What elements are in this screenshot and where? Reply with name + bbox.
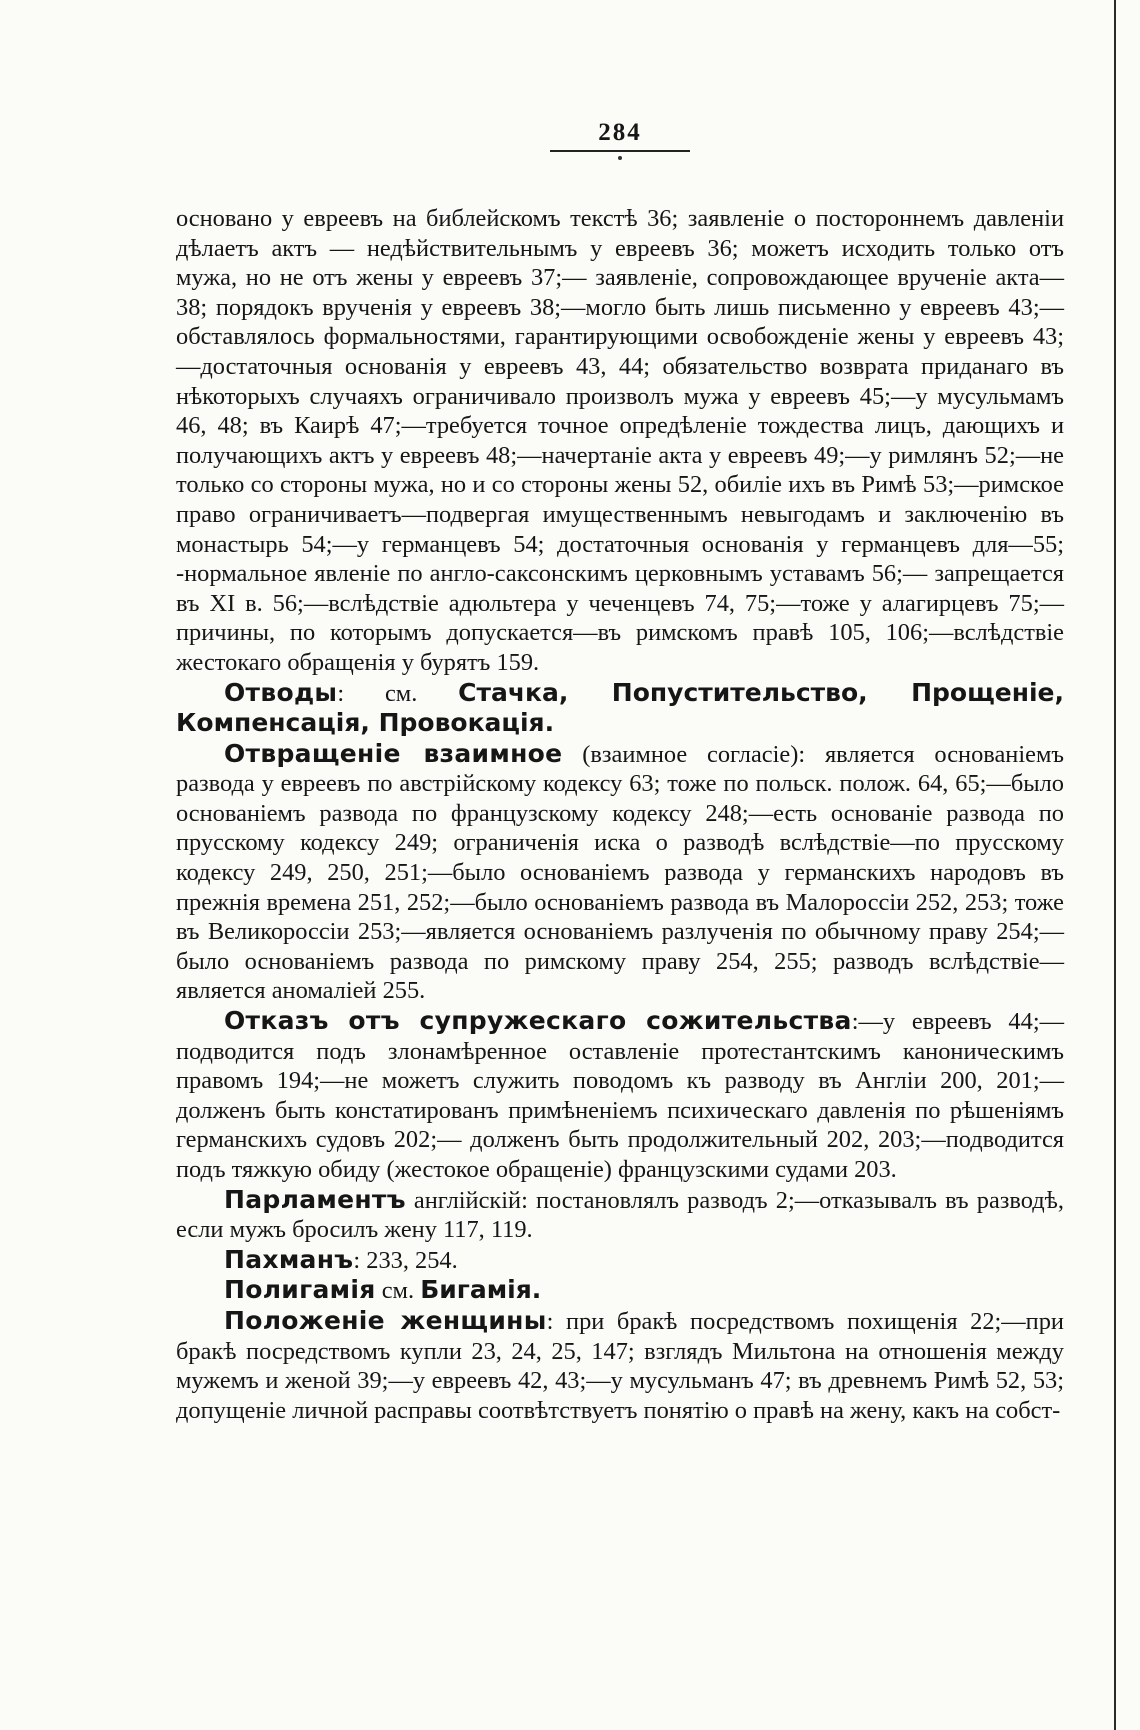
entry-term: Парламентъ [224,1184,406,1214]
entry-see-also: см. [375,1277,421,1305]
entry-term: Положеніе женщины [224,1305,547,1335]
entry-cross-references: Стачка, Попустительство, Прощеніе, Компенсація, Провокація. [176,677,1064,738]
index-entry-poligamiya [176,1275,1064,1306]
entry-see-also: : см. [337,679,459,707]
page-number: 284 [598,119,642,146]
entry-term: Пахманъ [224,1244,354,1274]
entry-text: основано у евреевъ на библейскомъ текстѣ 36; заявленіе о постороннемъ давленіи дѣлаетъ актъ — недѣйствительнымъ у евреевъ 36; можетъ исходить только отъ мужа, но не отъ жены у евреевъ 37;— заявленіе, сопровождающее врученіе акта—38; порядокъ врученія у евреевъ 38;—могло быть лишь письменно у евреевъ 43;—обставлялось формальностями, гарантирующими освобожденіе жены у евреевъ 43;—достаточныя основанія у евреевъ 43, 44; обязательство возврата приданаго въ нѣкоторыхъ случаяхъ ограничивало произволъ мужа у евреевъ 45;—у мусульмамъ 46, 48; въ Каирѣ 47;—требуется точное опредѣленіе тождества лицъ, дающихъ и получающихъ актъ у евреевъ 48;—начертаніе акта у евреевъ 49;—у римлянъ 52;—не только со стороны мужа, но и со стороны жены 52, обиліе ихъ въ Римѣ 53;—римское право ограничиваетъ—подвергая имущественнымъ невыгодамъ и заключенію въ монастырь 54;—у германцевъ 54; достаточныя основанія у германцевъ для—55; -нормальное явленіе по англо-саксонскимъ церковнымъ уставамъ 56;— запрещается въ XI в. 56;—вслѣдствіе адюльтера у чеченцевъ 74, 75;—тоже у алагирцевъ 75;—причины, по которымъ допускается—въ римскомъ правѣ 105, 106;—вслѣдствіе жестокаго обращенія у бурятъ 159. [176,205,1064,676]
index-entry-parlament [176,1185,1064,1245]
entry-term: Полигамія [224,1275,376,1305]
index-entry-pakhman [176,1245,1064,1276]
index-entry-otvody [176,678,1064,739]
entry-cross-references: Бигамія. [420,1275,542,1305]
header-rule [550,150,690,152]
index-text-column [176,204,1064,1425]
index-entry-otvrashchenie [176,739,1064,1006]
entry-text: англійскій: постановлялъ разводъ 2;—отказывалъ въ разводѣ, если мужъ бросилъ жену 117, 119. [176,1186,1064,1244]
index-entry-polozhenie [176,1306,1064,1425]
continuation-paragraph [176,204,1064,678]
entry-term: Отвращеніе взаимное [224,738,563,768]
page-binding-edge [1114,0,1116,1730]
entry-term: Отводы [224,677,338,707]
entry-term: Отказъ отъ супружескаго сожительства [224,1006,852,1036]
entry-text: : при бракѣ посредствомъ похищенія 22;—при бракѣ посредствомъ купли 23, 24, 25, 147; взглядъ Мильтона на отношенія между мужемъ и женой 39;—у евреевъ 42, 43;—у мусульманъ 47; въ древнемъ Римѣ 52, 53; допущеніе личной расправы соотвѣтствуетъ понятію о правѣ на жену, какъ на собст- [176,1307,1064,1424]
entry-text: :—у евреевъ 44;—подводится подъ злонамѣренное оставленіе протестантскимъ каноническимъ правомъ 194;—не можетъ служить поводомъ къ разводу въ Англіи 200, 201;—долженъ быть констатированъ примѣненіемъ психическаго давленія по рѣшеніямъ германскихъ судовъ 202;— долженъ быть продолжительный 202, 203;—подводится подъ тяжкую обиду (жестокое обращеніе) французскими судами 203. [176,1008,1064,1183]
index-entry-otkaz [176,1006,1064,1185]
page-header [540,118,700,160]
header-dot [618,156,622,160]
entry-text: (взаимное согласіе): является основаніемъ развода у евреевъ по австрійскому кодексу 63; тоже по польск. полож. 64, 65;—было основаніемъ развода по французскому кодексу 248;—есть основаніе развода по прусскому кодексу 249; ограниченія иска о разводѣ вслѣдствіе—по прусскому кодексу 249, 250, 251;—было основаніемъ развода у германскихъ народовъ въ прежнія времена 251, 252;—было основаніемъ развода въ Малороссіи 252, 253; тоже въ Великороссіи 253;—является основаніемъ разлученія по обычному праву 254;—было основаніемъ развода по римскому праву 254, 255; разводъ вслѣдствіе—является аномаліей 255. [176,740,1064,1005]
entry-text: : 233, 254. [353,1246,458,1274]
